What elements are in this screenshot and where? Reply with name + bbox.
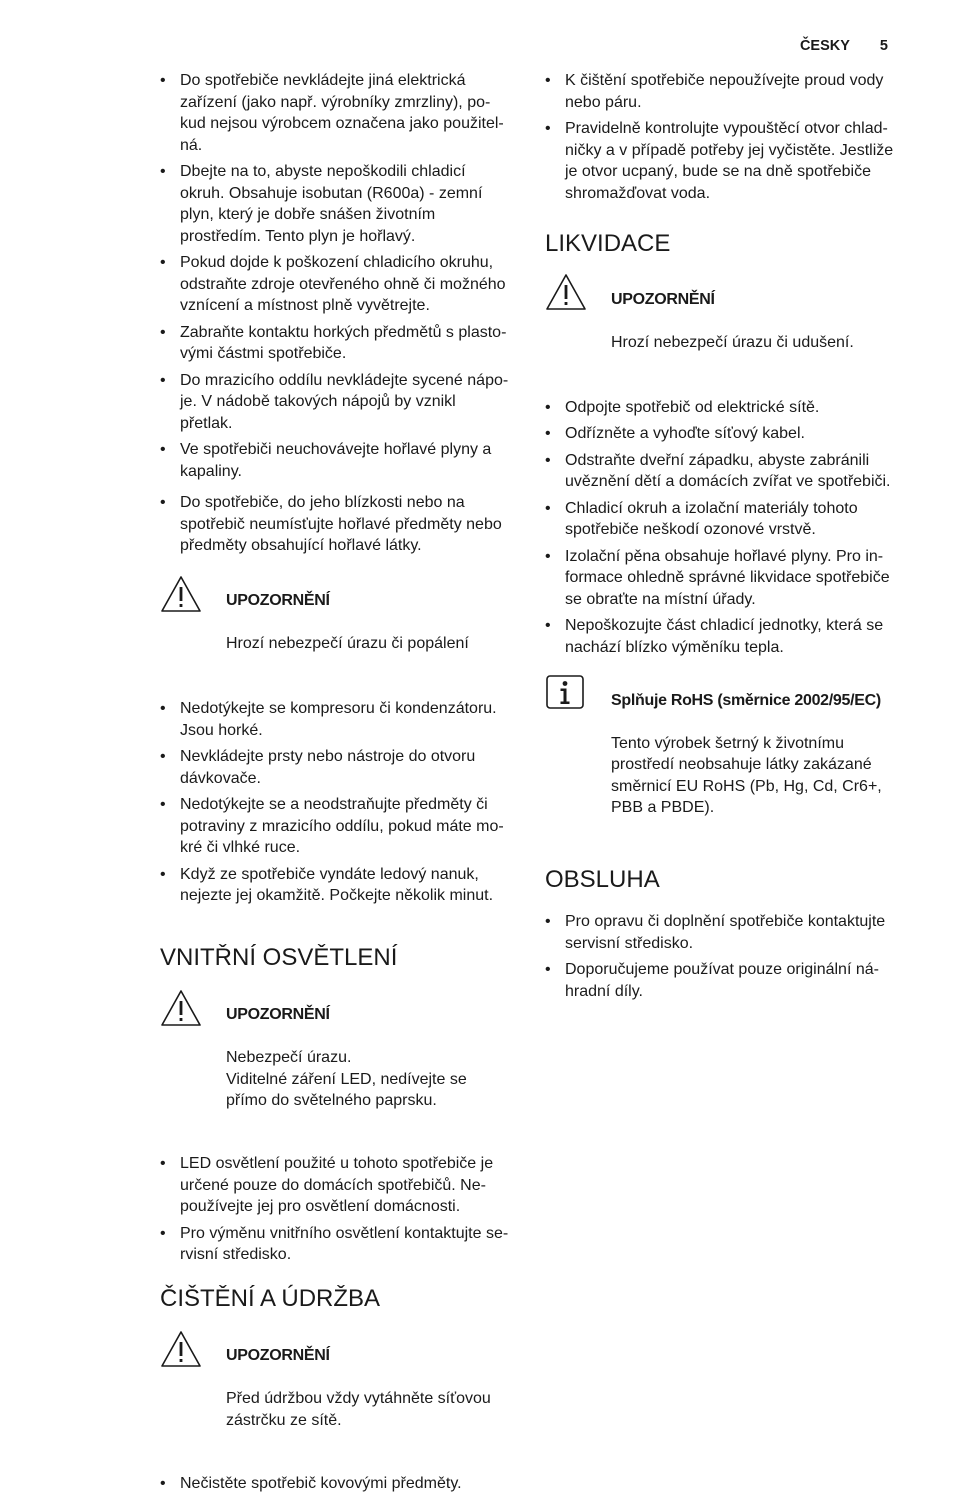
warning-triangle-icon xyxy=(545,273,589,313)
warning-triangle-icon xyxy=(160,575,204,615)
list-item: • Dbejte na to, abyste nepoškodili chladicí okruh. Obsahuje isobutan (R600a) - zemní plyn, který je dobře snášen životním prostředím. Tento plyn je hořlavý. xyxy=(160,161,515,247)
list-item: • Pravidelně kontrolujte vypouštěcí otvor chlad- ničky a v případě potřeby jej vyčistěte. Jestliže je otvor ucpaný, bude se na dně spotřebiče shromažďovat voda. xyxy=(545,118,897,204)
list-item: • Nevkládejte prsty nebo nástroje do otvoru dávkovače. xyxy=(160,746,515,789)
warning-title: UPOZORNĚNÍ xyxy=(226,592,330,609)
list-item: • Do spotřebiče, do jeho blízkosti nebo na spotřebič neumísťujte hořlavé předměty nebo předměty obsahující hořlavé látky. xyxy=(160,492,515,557)
warning-notice xyxy=(160,983,515,1134)
list-item: • Do spotřebiče nevkládejte jiná elektrická zařízení (jako např. výrobníky zmrzliny), po- kud nejsou výrobcem označena jako použitel- ná. xyxy=(160,70,515,156)
warning-title: UPOZORNĚNÍ xyxy=(611,290,715,308)
list-item: • Pro opravu či doplnění spotřebiče kontaktujte servisní středisko. xyxy=(545,911,897,954)
warning-notice xyxy=(545,267,897,375)
disposal-list xyxy=(545,397,897,659)
list-item: • Nedotýkejte se kompresoru či kondenzátoru. Jsou horké. xyxy=(160,698,515,741)
cleaning-list xyxy=(160,1473,515,1495)
list-item: • Chladicí okruh a izolační materiály tohoto spotřebiče neškodí ozonové vrstvě. xyxy=(545,498,897,541)
safety-list-2 xyxy=(160,698,515,907)
language-label: ČESKY xyxy=(799,38,850,54)
warning-triangle-icon xyxy=(160,989,204,1029)
list-item: • Nepoškozujte část chladicí jednotky, která se nachází blízko výměníku tepla. xyxy=(545,615,897,658)
list-item: • Pro výměnu vnitřního osvětlení kontaktujte se- rvisní středisko. xyxy=(160,1223,515,1266)
info-notice xyxy=(545,668,897,840)
info-icon xyxy=(545,674,589,714)
list-item: • Do mrazicího oddílu nevkládejte sycené nápo- je. V nádobě takových nápojů by vznikl přetlak. xyxy=(160,370,515,435)
info-title: Splňuje RoHS (směrnice 2002/95/EC) xyxy=(611,691,881,709)
operation-list xyxy=(545,911,897,1002)
list-item: • LED osvětlení použité u tohoto spotřebiče je určené pouze do domácích spotřebičů. Ne- používejte jej pro osvětlení domácnosti. xyxy=(160,1153,515,1218)
right-column xyxy=(545,70,897,1007)
section-heading-operation: OBSLUHA xyxy=(545,866,660,893)
section-heading-cleaning: ČIŠTĚNÍ A ÚDRŽBA xyxy=(160,1284,381,1312)
safety-list-1 xyxy=(160,70,515,557)
warning-text: Před údržbou vždy vytáhněte síťovou zástrčku ze sítě. xyxy=(226,1390,491,1429)
list-item: • Odpojte spotřebič od elektrické sítě. xyxy=(545,397,897,419)
page-header xyxy=(800,38,888,54)
info-text: Tento výrobek šetrný k životnímu prostředí neobsahuje látky zakázané směrnicí EU RoHS (Pb, Hg, Cd, Cr6+, PBB a PBDE). xyxy=(611,734,882,816)
list-item: • Nedotýkejte se a neodstraňujte předměty či potraviny z mrazicího oddílu, pokud máte mo- kré či vlhké ruce. xyxy=(160,794,515,859)
list-item: • Doporučujeme používat pouze originální ná- hradní díly. xyxy=(545,959,897,1002)
lighting-list xyxy=(160,1153,515,1266)
list-item: • Zabraňte kontaktu horkých předmětů s plasto- vými částmi spotřebiče. xyxy=(160,322,515,365)
list-item: • Odřízněte a vyhoďte síťový kabel. xyxy=(545,423,897,445)
list-item: • Nečistěte spotřebič kovovými předměty. xyxy=(160,1473,515,1495)
warning-triangle-icon xyxy=(160,1330,204,1370)
page-number: 5 xyxy=(879,38,888,54)
section-heading-lighting: VNITŘNÍ OSVĚTLENÍ xyxy=(160,943,398,971)
warning-notice xyxy=(160,1324,515,1453)
list-item: • Pokud dojde k poškození chladicího okruhu, odstraňte zdroje otevřeného ohně či možného vznícení a místnost plně vyvětrejte. xyxy=(160,252,515,317)
list-item: • Ve spotřebiči neuchovávejte hořlavé plyny a kapaliny. xyxy=(160,439,515,482)
section-heading-disposal: LIKVIDACE xyxy=(545,230,671,257)
warning-text: Hrozí nebezpečí úrazu či udušení. xyxy=(611,333,854,351)
warning-title: UPOZORNĚNÍ xyxy=(226,1006,330,1023)
left-column xyxy=(160,70,515,1499)
list-item: • Když ze spotřebiče vyndáte ledový nanuk, nejezte jej okamžitě. Počkejte několik minut. xyxy=(160,864,515,907)
list-item: • K čištění spotřebiče nepoužívejte proud vody nebo páru. xyxy=(545,70,897,113)
cleaning-list-continued xyxy=(545,70,897,204)
list-item: • Odstraňte dveřní západku, abyste zabránili uvěznění dětí a domácích zvířat ve spotřebiči. xyxy=(545,450,897,493)
warning-notice xyxy=(160,569,515,677)
warning-text: Hrozí nebezpečí úrazu či popálení xyxy=(226,635,469,652)
warning-text: Nebezpečí úrazu. Viditelné záření LED, nedívejte se přímo do světelného paprsku. xyxy=(226,1049,467,1109)
list-item: • Izolační pěna obsahuje hořlavé plyny. Pro in- formace ohledně správné likvidace spotřebiče se obraťte na místní úřady. xyxy=(545,546,897,611)
warning-title: UPOZORNĚNÍ xyxy=(226,1347,330,1364)
